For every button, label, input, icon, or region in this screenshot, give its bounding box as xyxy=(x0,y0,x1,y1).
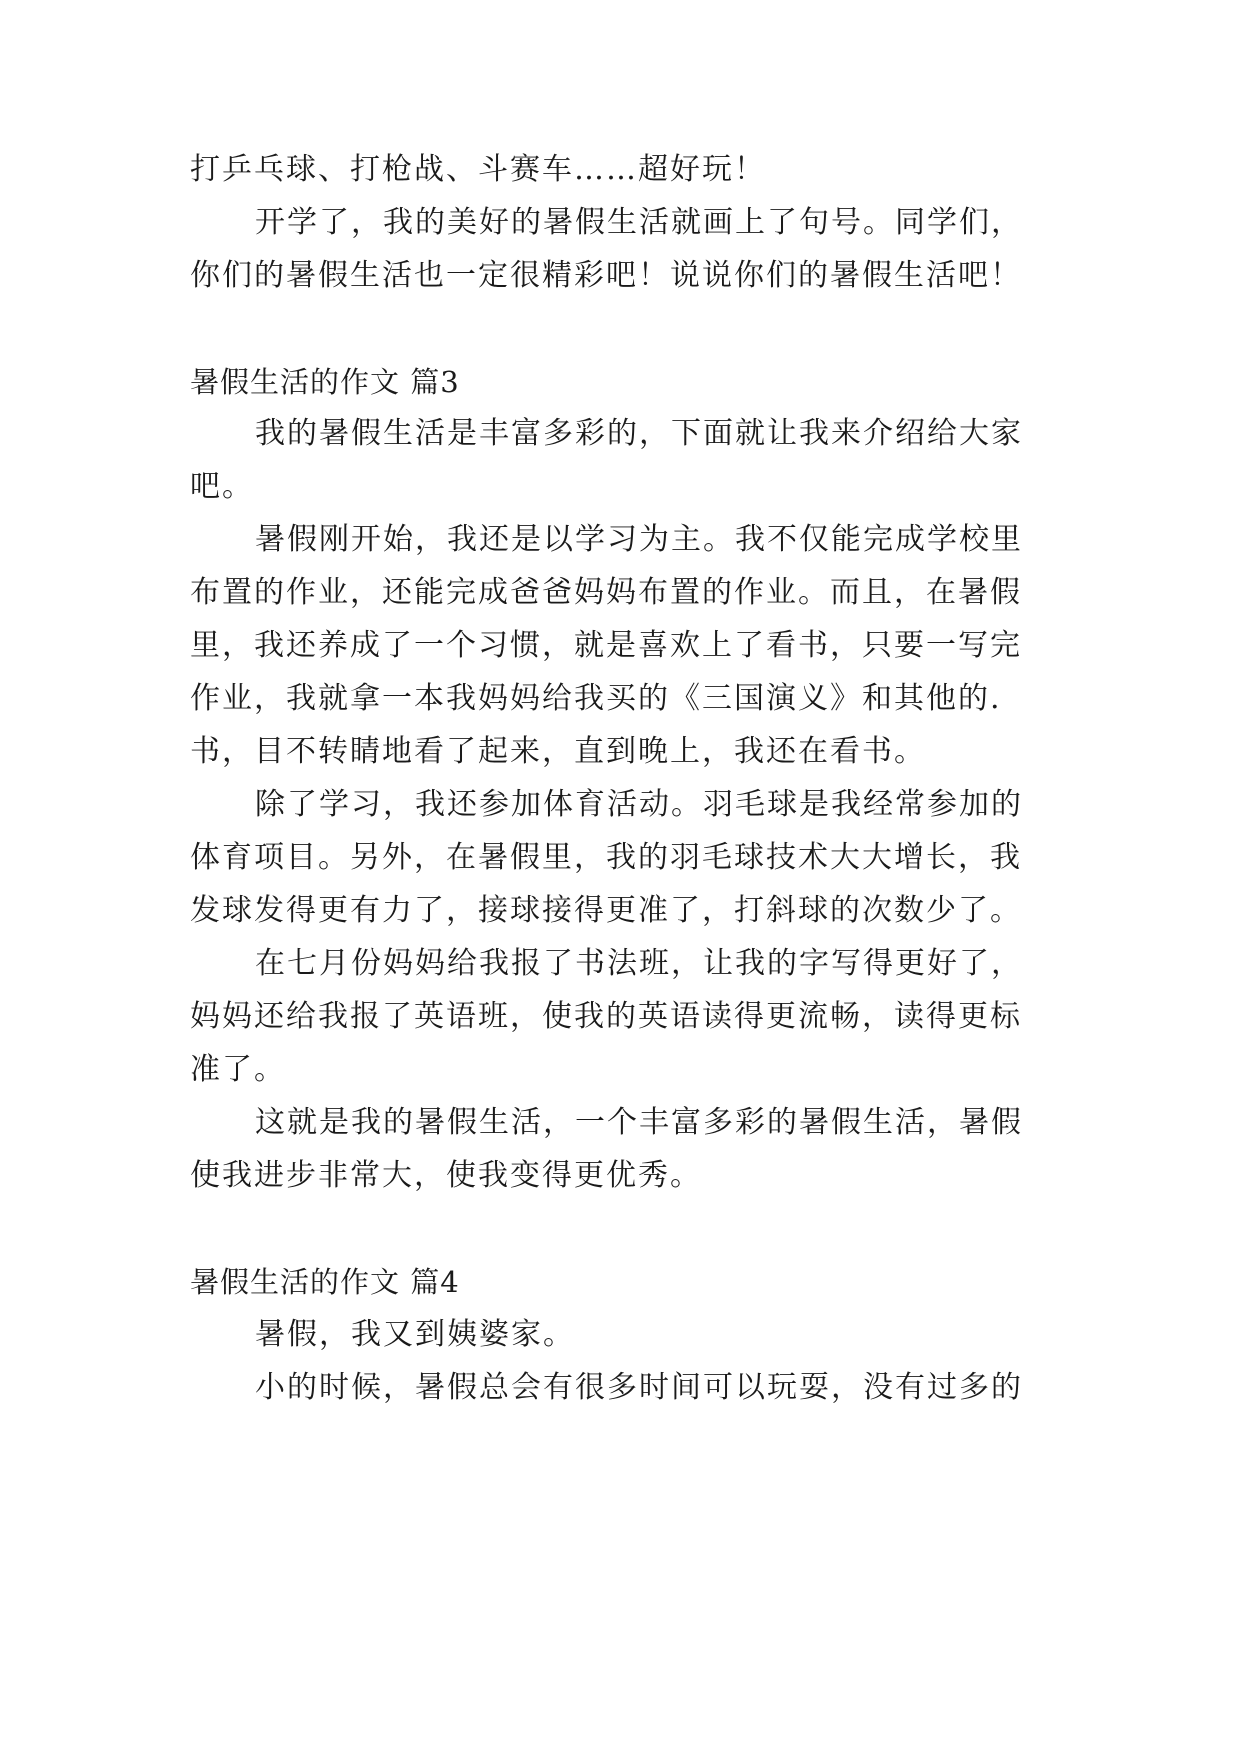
paragraph-line: 作业，我就拿一本我妈妈给我买的《三国演义》和其他的. xyxy=(190,681,1002,716)
section-heading: 暑假生活的作文 篇3 xyxy=(190,365,460,399)
paragraph-line: 妈妈还给我报了英语班，使我的英语读得更流畅，读得更标 xyxy=(190,999,1022,1034)
paragraph-line: 书，目不转睛地看了起来，直到晚上，我还在看书。 xyxy=(190,734,926,769)
paragraph-line: 小的时候，暑假总会有很多时间可以玩耍，没有过多的 xyxy=(255,1370,1023,1405)
paragraph-line: 使我进步非常大，使我变得更优秀。 xyxy=(190,1158,702,1193)
paragraph-line: 开学了，我的美好的暑假生活就画上了句号。同学们， xyxy=(255,205,1023,240)
paragraph-line: 你们的暑假生活也一定很精彩吧！说说你们的暑假生活吧！ xyxy=(190,258,1022,293)
paragraph-line: 体育项目。另外，在暑假里，我的羽毛球技术大大增长，我 xyxy=(190,840,1022,875)
paragraph-line: 暑假刚开始，我还是以学习为主。我不仅能完成学校里 xyxy=(255,522,1023,557)
paragraph-line: 我的暑假生活是丰富多彩的，下面就让我来介绍给大家 xyxy=(255,416,1023,451)
paragraph-line: 发球发得更有力了，接球接得更准了，打斜球的次数少了。 xyxy=(190,893,1022,928)
paragraph-line: 里，我还养成了一个习惯，就是喜欢上了看书，只要一写完 xyxy=(190,628,1022,663)
section-heading: 暑假生活的作文 篇4 xyxy=(190,1265,460,1299)
paragraph-line: 打乒乓球、打枪战、斗赛车……超好玩！ xyxy=(190,152,766,187)
paragraph-line: 布置的作业，还能完成爸爸妈妈布置的作业。而且，在暑假 xyxy=(190,575,1022,610)
paragraph-line: 这就是我的暑假生活，一个丰富多彩的暑假生活，暑假 xyxy=(255,1105,1023,1140)
paragraph-line: 准了。 xyxy=(190,1052,286,1087)
paragraph-line: 吧。 xyxy=(190,469,254,504)
paragraph-line: 除了学习，我还参加体育活动。羽毛球是我经常参加的 xyxy=(255,787,1023,822)
paragraph-line: 在七月份妈妈给我报了书法班，让我的字写得更好了， xyxy=(255,946,1023,981)
paragraph-line: 暑假，我又到姨婆家。 xyxy=(255,1317,575,1352)
